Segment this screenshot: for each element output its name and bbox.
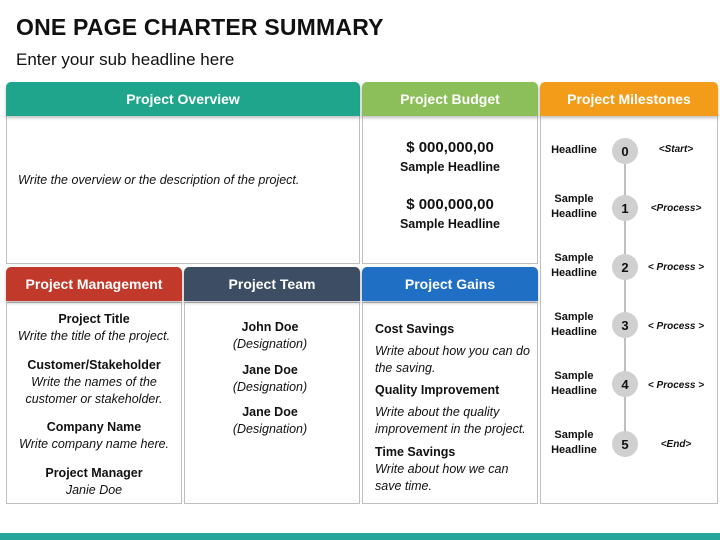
management-item: [8, 465, 180, 499]
milestone-number: 4: [612, 371, 638, 397]
milestone-label: Sample Headline: [551, 429, 597, 456]
team-member-designation: (Designation): [232, 380, 308, 394]
gains-item-text: Write about how we can save time.: [375, 462, 509, 493]
overview-text: Write the overview or the description of the project.: [18, 173, 300, 187]
team-member: [184, 362, 356, 396]
overview-panel: [6, 115, 360, 264]
team-member-designation: (Designation): [232, 337, 308, 351]
team-member-name: Jane Doe: [242, 405, 298, 419]
gains-item-title: Time Savings: [375, 445, 456, 459]
gains-header: Project Gains: [362, 267, 538, 301]
management-header: Project Management: [6, 267, 182, 301]
milestone-phase: <Start>: [658, 144, 694, 155]
milestone-phase: < Process >: [647, 380, 705, 391]
management-item-text: Janie Doe: [65, 483, 123, 497]
gains-item: [375, 382, 537, 438]
milestone-number: 0: [612, 138, 638, 164]
milestone-phase: <Process>: [650, 203, 702, 214]
team-member-designation: (Designation): [232, 422, 308, 436]
gains-item-title: Quality Improvement: [375, 383, 500, 397]
bottom-accent-bar: [0, 533, 720, 540]
management-item-text: Write company name here.: [18, 437, 170, 451]
milestone-phase: <End>: [660, 439, 692, 450]
management-item: [8, 419, 180, 453]
management-item: [14, 357, 174, 408]
page-subtitle: Enter your sub headline here: [16, 50, 235, 69]
team-member-name: Jane Doe: [242, 363, 298, 377]
team-member-name: John Doe: [241, 320, 299, 334]
management-item-title: Company Name: [46, 420, 142, 434]
milestone-number: 5: [612, 431, 638, 457]
overview-header: Project Overview: [6, 82, 360, 116]
milestone-label: Sample Headline: [551, 193, 597, 220]
milestone-label: Sample Headline: [551, 370, 597, 397]
milestone-phase: < Process >: [647, 262, 705, 273]
page-title: ONE PAGE CHARTER SUMMARY: [16, 14, 384, 40]
gains-item-text: Write about the quality improvement in the project.: [375, 405, 526, 436]
milestone-number: 3: [612, 312, 638, 338]
gains-item: [375, 444, 515, 495]
budget-panel: [362, 115, 538, 264]
milestone-label: Sample Headline: [551, 311, 597, 338]
management-item: [8, 311, 180, 345]
milestone-phase: < Process >: [647, 321, 705, 332]
budget-label: Sample Headline: [399, 217, 501, 231]
budget-header: Project Budget: [362, 82, 538, 116]
budget-amount: $ 000,000,00: [406, 196, 494, 213]
management-item-title: Project Title: [58, 312, 130, 326]
gains-item-text: Write about how you can do the saving.: [375, 344, 530, 375]
team-member: [184, 319, 356, 353]
milestone-label: Headline: [551, 144, 597, 156]
management-item-title: Customer/Stakeholder: [27, 358, 161, 372]
management-item-text: Write the names of the customer or stakeholder.: [25, 375, 163, 406]
gains-item: [375, 321, 535, 377]
team-member: [184, 404, 356, 438]
management-item-text: Write the title of the project.: [17, 329, 171, 343]
management-item-title: Project Manager: [45, 466, 143, 480]
milestone-label: Sample Headline: [551, 252, 597, 279]
milestone-number: 1: [612, 195, 638, 221]
team-header: Project Team: [184, 267, 360, 301]
gains-item-title: Cost Savings: [375, 322, 455, 336]
milestones-header: Project Milestones: [540, 82, 718, 116]
milestone-number: 2: [612, 254, 638, 280]
budget-label: Sample Headline: [399, 160, 501, 174]
budget-amount: $ 000,000,00: [406, 139, 494, 156]
